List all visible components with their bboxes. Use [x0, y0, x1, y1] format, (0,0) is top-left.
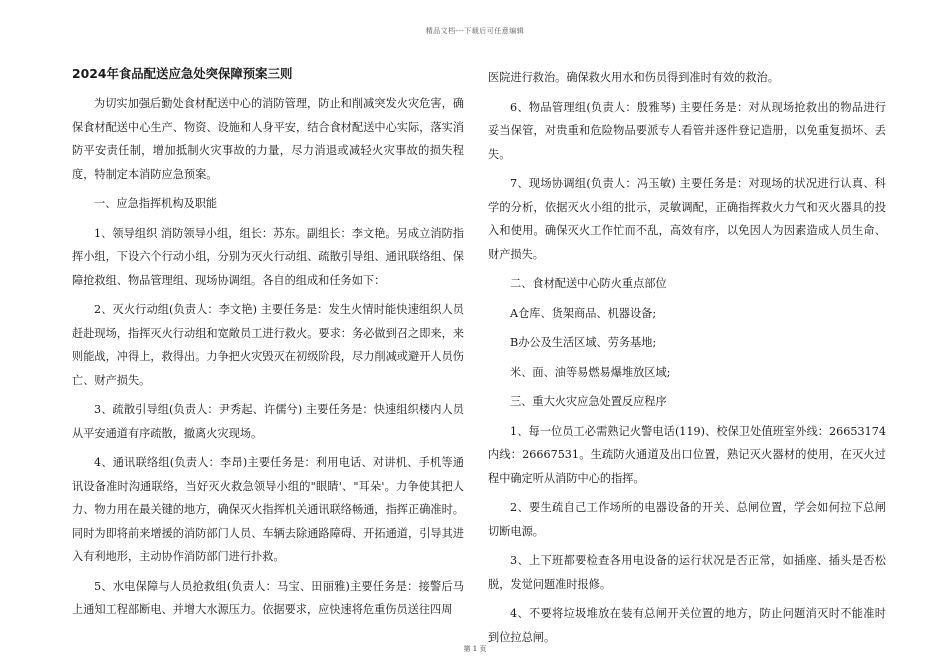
section-heading: 二、食材配送中心防火重点部位 [510, 277, 667, 290]
section-heading: 三、重大火灾应急处置反应程序 [510, 395, 667, 408]
left-column [72, 66, 464, 628]
document-title: 2024年食品配送应急处突保障预案三则 [72, 66, 293, 81]
right-column [488, 66, 886, 655]
list-item: A仓库、货架商品、机器设备; [510, 306, 657, 320]
list-item: B办公及生活区域、劳务基地; [510, 336, 657, 349]
paragraph: 2、灭火行动组(负责人：李文艳) 主要任务是：发生火情时能快速组织人员赶赴现场，指挥灭火行动组和宽敞员工进行救火。要求：务必做到召之即来，来则能战，冲得上，救得出。力争把火灾毁灭在初级阶段，尽力削减或避开人员伤亡、财产损失。 [72, 303, 464, 387]
paragraph: 1、每一位员工必需熟记火警电话(119)、校保卫处值班室外线：26653174内线：26667531。生疏防火通道及出口位置，熟记灭火器材的使用，在灭火过程中确定听从消防中心的指挥。 [488, 424, 886, 485]
paragraph-continuation: 医院进行救治。确保救火用水和伤员得到准时有效的救治。 [488, 71, 779, 84]
paragraph: 1、领导组织 消防领导小组，组长：苏东。副组长：李文艳。另成立消防指挥小组，下设六个行动小组，分别为灭火行动组、疏散引导组、通讯联络组、保障抢救组、物品管理组、现场协调组。各自的组成和任务如下： [72, 226, 464, 287]
paragraph: 6、物品管理组(负责人：殷雅琴) 主要任务是：对从现场抢救出的物品进行妥当保管，对贵重和危险物品要派专人看管并逐件登记造册，以免重复损坏、丢失。 [488, 100, 886, 161]
paragraph: 3、上下班都要检查各用电设备的运行状况是否正常，如插座、插头是否松脱，发觉问题准时报修。 [488, 554, 886, 591]
paragraph: 2、要生疏自己工作场所的电器设备的开关、总闸位置，学会如何拉下总闸切断电源。 [488, 501, 886, 538]
page-number: 第 1 页 [463, 645, 487, 653]
page-header: 精品文档---下载后可任意编辑 [425, 27, 525, 35]
paragraph: 4、不要将垃圾堆放在装有总闸开关位置的地方，防止问题消灭时不能准时到位拉总闸。 [488, 607, 886, 644]
paragraph: 4、通讯联络组(负责人：李昂)主要任务是：利用电话、对讲机、手机等通讯设备准时沟通联络，当好灭火救急领导小组的"眼睛'、"耳朵'。力争使其把人力、物力用在最关键的地方，确保灭火指挥机关通讯联络畅通，指挥正确准时。同时为即将前来增援的消防部门人员、车辆去除通路障碍、开拓通道，引导其进入有利地形，主动协作消防部门进行扑救。 [72, 456, 464, 563]
paragraph: 7、现场协调组(负责人：冯玉敏) 主要任务是：对现场的状况进行认真、科学的分析，依据灭火小组的批示，灵敏调配，正确指挥救火力气和灭火器具的投入和使用。确保灭火工作忙而不乱，高效有序，以免因人为因素造成人员生命、财产损失。 [488, 177, 886, 261]
section-heading: 一、应急指挥机构及职能 [94, 197, 218, 210]
paragraph: 为切实加强后勤处食材配送中心的消防管理，防止和削减突发火灾危害，确保食材配送中心生产、物资、设施和人身平安，结合食材配送中心实际，落实消防平安责任制，增加抵制火灾事故的力量，尽力消退或减轻火灾事故的损失程度，特制定本消防应急预案。 [72, 97, 464, 181]
paragraph: 3、疏散引导组(负责人：尹秀起、许儒兮) 主要任务是：快速组织楼内人员从平安通道有序疏散，撤离火灾现场。 [72, 403, 464, 440]
paragraph: 5、水电保障与人员抢救组(负责人：马宝、田丽雅)主要任务是：接警后马上通知工程部断电、并增大水源压力。依据要求，应快速将危重伤员送往四周 [72, 579, 464, 616]
list-item: 米、面、油等易燃易爆堆放区域; [510, 365, 671, 379]
